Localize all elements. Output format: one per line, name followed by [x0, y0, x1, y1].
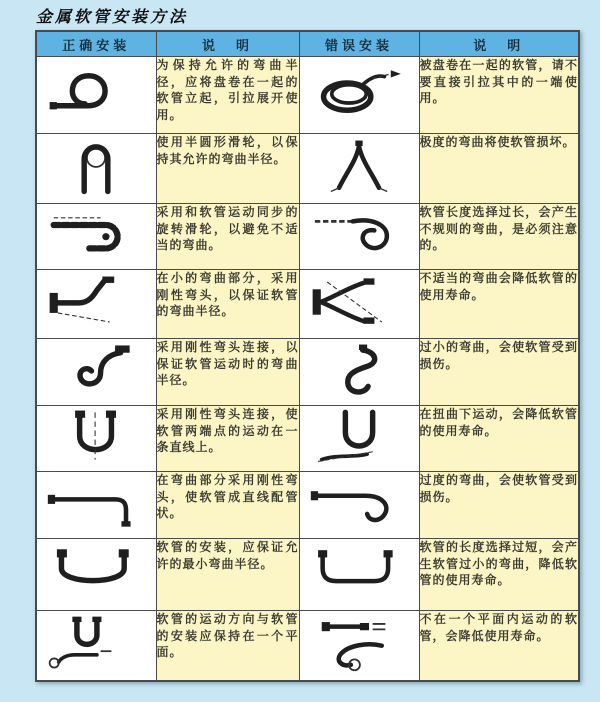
correct-note-cell	[156, 539, 299, 611]
wrong-figure-cell	[299, 204, 419, 270]
table-header	[36, 31, 579, 57]
correct-note-cell	[156, 57, 299, 134]
wrong-figure-cell	[299, 270, 419, 339]
table-row	[36, 539, 579, 611]
wrong-note-text: 极度的弯曲将使软管损坏。	[419, 135, 576, 149]
table-row	[36, 57, 579, 134]
sharply-bent-hose-icon	[309, 137, 409, 195]
wrong-figure-cell	[299, 611, 419, 681]
correct-note-text: 在小的弯曲部分，采用刚性弯头，以保证软管的弯曲半径。	[156, 271, 299, 319]
overbent-elbow-hose-icon	[309, 475, 409, 531]
page-title: 金属软管安装方法	[36, 7, 189, 26]
correct-note-cell	[156, 339, 299, 406]
table-row	[36, 134, 579, 204]
wrong-note-text: 不适当的弯曲会降低软管的使用寿命。	[419, 271, 578, 302]
correct-figure-cell	[36, 611, 156, 681]
min-bend-radius-u-icon	[46, 546, 146, 598]
correct-note-text: 采用刚性弯头连接，以保证软管运动时的弯曲半径。	[156, 340, 299, 388]
wrong-note-text: 软管长度选择过长，会产生不规则的弯曲，是必须注意的。	[419, 205, 578, 253]
wrong-figure-cell	[299, 472, 419, 539]
wrong-note-cell	[419, 611, 579, 681]
header-wrong-install: 错误安装	[299, 31, 419, 57]
hose-on-rotating-guide-icon	[46, 207, 146, 261]
table-row	[36, 406, 579, 472]
correct-note-cell	[156, 472, 299, 539]
correct-note-text: 使用半圆形滑轮，以保持其允许的弯曲半径。	[156, 135, 299, 166]
short-hose-tight-bend-icon	[309, 546, 409, 598]
correct-figure-cell	[36, 472, 156, 539]
header-explanation-left: 说 明	[156, 31, 299, 57]
wrong-note-text: 过度的弯曲，会使软管受到损伤。	[419, 473, 578, 504]
too-small-bend-hook-icon	[309, 342, 409, 398]
correct-note-text: 软管的运动方向与软管的安装应保持在一个平面。	[156, 612, 299, 660]
correct-note-cell	[156, 270, 299, 339]
coiled-hose-pulled-end-icon	[309, 65, 409, 121]
correct-note-text: 采用刚性弯头连接，使软管两端点的运动在一条直线上。	[156, 407, 299, 455]
wrong-note-cell	[419, 270, 579, 339]
installation-guide-table	[35, 30, 580, 682]
correct-note-cell	[156, 134, 299, 204]
header-correct-install: 正确安装	[36, 31, 156, 57]
improper-branch-bend-icon	[309, 274, 409, 330]
wrong-note-cell	[419, 204, 579, 270]
correct-note-text: 软管的安装，应保证允许的最小弯曲半径。	[156, 540, 299, 571]
straight-run-elbow-icon	[46, 475, 146, 531]
wrong-note-cell	[419, 339, 579, 406]
overlong-hose-loop-icon	[309, 207, 409, 261]
correct-figure-cell	[36, 406, 156, 472]
single-plane-motion-icon	[46, 614, 146, 672]
correct-figure-cell	[36, 57, 156, 134]
correct-figure-cell	[36, 134, 156, 204]
correct-note-cell	[156, 406, 299, 472]
wrong-figure-cell	[299, 406, 419, 472]
table-row	[36, 611, 579, 681]
wrong-note-text: 过小的弯曲，会使软管受到损伤。	[419, 340, 578, 371]
table-row	[36, 204, 579, 270]
wrong-note-cell	[419, 57, 579, 134]
wrong-note-cell	[419, 472, 579, 539]
rigid-elbow-hanging-hose-icon	[46, 342, 146, 398]
wrong-note-cell	[419, 406, 579, 472]
rigid-elbow-small-bend-icon	[46, 274, 146, 330]
wrong-note-text: 被盘卷在一起的软管，请不要直接引拉其中的一端使用。	[419, 58, 578, 106]
twisted-u-hose-icon	[309, 408, 409, 464]
table-row	[36, 472, 579, 539]
correct-note-text: 在弯曲部分采用刚性弯头，使软管成直线配管状。	[156, 473, 299, 521]
correct-note-text: 采用和软管运动同步的旋转滑轮，以避免不适当的弯曲。	[156, 205, 299, 253]
out-of-plane-hoses-icon	[309, 614, 409, 672]
wrong-note-text: 不在一个平面内运动的软管，会降低使用寿命。	[419, 612, 578, 643]
wrong-note-text: 软管的长度选择过短，会产生软管过小的弯曲，降低软管的使用寿命。	[419, 540, 578, 588]
correct-note-text: 为保持允许的弯曲半径，应将盘卷在一起的软管立起，引拉展开使用。	[156, 58, 299, 122]
wrong-note-cell	[419, 539, 579, 611]
table-row	[36, 270, 579, 339]
correct-figure-cell	[36, 539, 156, 611]
correct-figure-cell	[36, 270, 156, 339]
correct-figure-cell	[36, 204, 156, 270]
wrong-figure-cell	[299, 539, 419, 611]
u-hose-aligned-ends-icon	[46, 408, 146, 464]
header-explanation-right: 说 明	[419, 31, 579, 57]
wrong-figure-cell	[299, 134, 419, 204]
wrong-note-text: 在扭曲下运动，会降低软管的使用寿命。	[419, 407, 578, 438]
wrong-figure-cell	[299, 57, 419, 134]
correct-note-cell	[156, 204, 299, 270]
correct-note-cell	[156, 611, 299, 681]
hose-uncoiling-flat-icon	[46, 65, 146, 121]
wrong-note-cell	[419, 134, 579, 204]
correct-figure-cell	[36, 339, 156, 406]
table-row	[36, 339, 579, 406]
wrong-figure-cell	[299, 339, 419, 406]
hose-over-semicircular-pulley-icon	[46, 137, 146, 195]
